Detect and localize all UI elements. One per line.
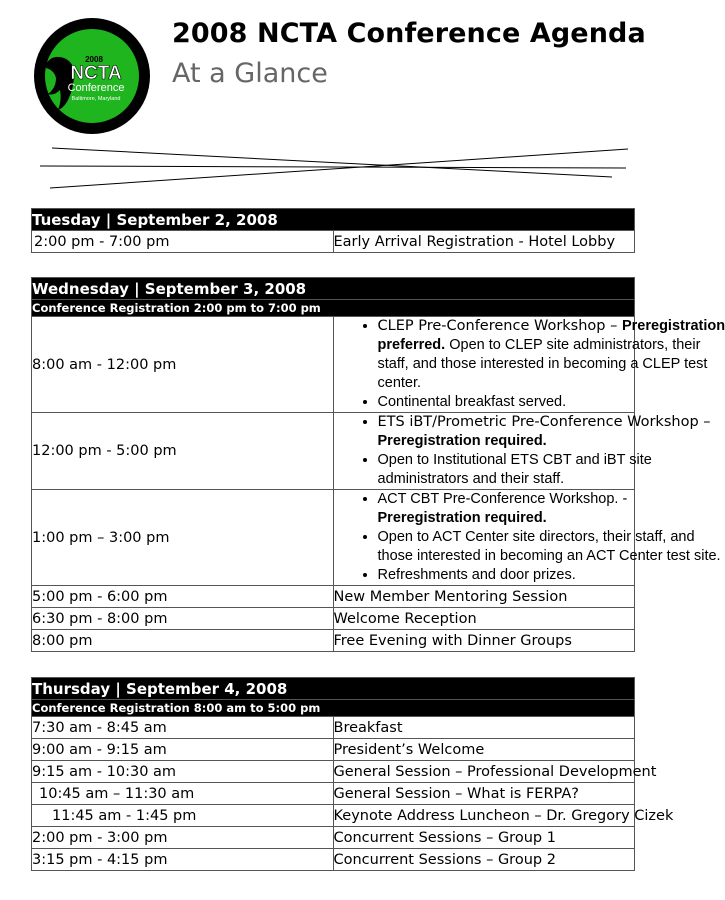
session-title: Welcome Reception: [333, 608, 635, 630]
session-time: 2:00 pm - 7:00 pm: [32, 231, 334, 253]
table-row: [32, 490, 635, 586]
list-item: • ACT CBT Pre-Conference Workshop. - Preregistration required.: [378, 490, 635, 528]
ncta-conference-logo: [32, 16, 152, 136]
table-row: [32, 849, 635, 871]
day-heading: Wednesday | September 3, 2008: [32, 278, 635, 300]
session-title: General Session – Professional Development: [333, 761, 635, 783]
table-row: [32, 317, 635, 413]
table-row: [32, 586, 635, 608]
session-title: Concurrent Sessions – Group 2: [333, 849, 635, 871]
table-row: [32, 413, 635, 490]
session-title: Keynote Address Luncheon – Dr. Gregory Cizek: [333, 805, 635, 827]
table-row: [32, 717, 635, 739]
session-title: Early Arrival Registration - Hotel Lobby: [333, 231, 635, 253]
session-title: New Member Mentoring Session: [333, 586, 635, 608]
session-time: 10:45 am – 11:30 am: [32, 783, 334, 805]
session-time: 7:30 am - 8:45 am: [32, 717, 334, 739]
registration-note: Conference Registration 8:00 am to 5:00 pm: [32, 700, 635, 717]
session-title: Free Evening with Dinner Groups: [333, 630, 635, 652]
session-time: 8:00 pm: [32, 630, 334, 652]
page-subtitle: At a Glance: [172, 58, 328, 89]
table-row: [32, 630, 635, 652]
session-time: 1:00 pm – 3:00 pm: [32, 490, 334, 586]
session-time: 9:15 am - 10:30 am: [32, 761, 334, 783]
table-row: [32, 608, 635, 630]
logo-year: 2008: [85, 55, 103, 64]
day-heading: Thursday | September 4, 2008: [32, 678, 635, 700]
list-item: • Open to ACT Center site directors, their staff, and those interested in becoming an ACT Center test site.: [378, 528, 635, 566]
session-time: 8:00 am - 12:00 pm: [32, 317, 334, 413]
session-time: 12:00 pm - 5:00 pm: [32, 413, 334, 490]
session-time: 5:00 pm - 6:00 pm: [32, 586, 334, 608]
session-time: 6:30 pm - 8:00 pm: [32, 608, 334, 630]
tuesday-table: [31, 208, 635, 253]
session-title: President’s Welcome: [333, 739, 635, 761]
list-item: • Open to Institutional ETS CBT and iBT site administrators and their staff.: [378, 451, 635, 489]
table-row: [32, 805, 635, 827]
session-time: 11:45 am - 1:45 pm: [32, 805, 334, 827]
session-details: [333, 317, 725, 413]
wednesday-table: [31, 277, 725, 652]
decorative-lines: [30, 140, 640, 200]
session-time: 2:00 pm - 3:00 pm: [32, 827, 334, 849]
page-title: 2008 NCTA Conference Agenda: [172, 18, 646, 49]
session-title: Concurrent Sessions – Group 1: [333, 827, 635, 849]
session-time: 3:15 pm - 4:15 pm: [32, 849, 334, 871]
session-title: Breakfast: [333, 717, 635, 739]
list-item: • CLEP Pre-Conference Workshop – Preregistration preferred. Open to CLEP site administrators, their staff, and those interested in becoming a CLEP test center.: [378, 317, 635, 393]
table-row: [32, 827, 635, 849]
table-row: [32, 783, 635, 805]
session-details: [333, 490, 721, 586]
table-row: [32, 761, 635, 783]
list-item: • ETS iBT/Prometric Pre-Conference Workshop – Preregistration required.: [378, 413, 635, 451]
day-heading: Tuesday | September 2, 2008: [32, 209, 635, 231]
logo-name: NCTA: [70, 63, 122, 84]
session-time: 9:00 am - 9:15 am: [32, 739, 334, 761]
logo-word: Conference: [67, 82, 125, 94]
session-details: [333, 413, 711, 490]
session-title: General Session – What is FERPA?: [333, 783, 635, 805]
list-item: • Continental breakfast served.: [378, 393, 635, 412]
registration-note: Conference Registration 2:00 pm to 7:00 pm: [32, 300, 635, 317]
thursday-table: [31, 677, 674, 871]
list-item: • Refreshments and door prizes.: [378, 566, 635, 585]
logo-location: Baltimore, Maryland: [71, 96, 121, 102]
table-row: [32, 739, 635, 761]
table-row: [32, 231, 635, 253]
